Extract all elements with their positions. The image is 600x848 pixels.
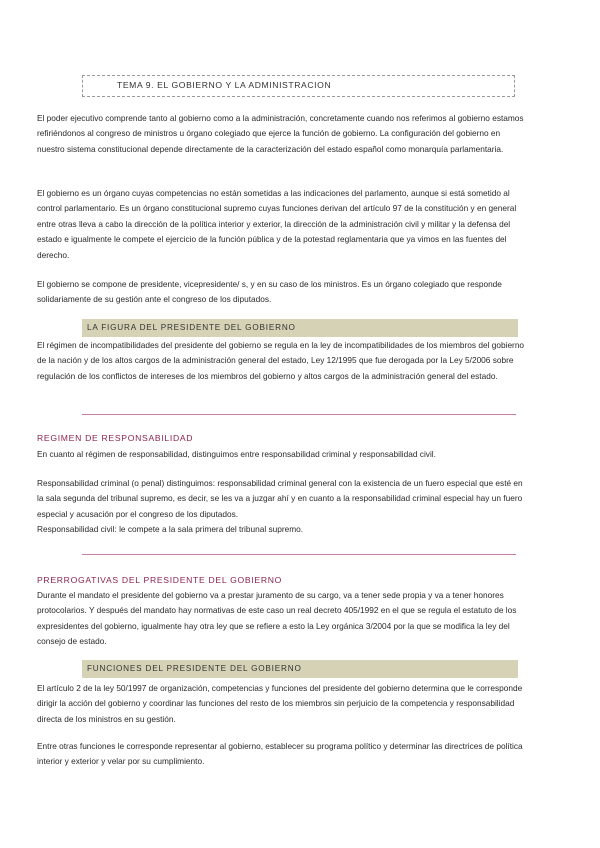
page-title: TEMA 9. EL GOBIERNO Y LA ADMINISTRACION — [117, 80, 332, 90]
funciones-paragraph-2: Entre otras funciones le corresponde representar al gobierno, establecer su programa político y determinar las directrices de política interior y exterior y velar por su cumplimiento. — [37, 741, 523, 767]
prerrogativas-paragraph: Durante el mandato el presidente del gobierno va a prestar juramento de su cargo, va a tener sede propia y va a tener honores protocolarios. Y después del mandato hay normativas de este caso un real decreto 405/1992 en el que se regula el estatuto de los expresidentes del gobierno, igualmente hay otra ley que se refiere a esto la Ley orgánica 3/2004 por la que se modifica la ley del consejo de estado. — [37, 590, 517, 647]
section-heading-funciones: FUNCIONES DEL PRESIDENTE DEL GOBIERNO — [87, 664, 302, 673]
section-heading-prerrogativas: PRERROGATIVAS DEL PRESIDENTE DEL GOBIERNO — [37, 575, 283, 585]
regimen-paragraph-2: Responsabilidad criminal (o penal) distinguimos: responsabilidad criminal general con la existencia de un fuero especial que esté en la sala segunda del tribunal supremo, es decir, se les va a juzgar ahí y en cuanto a la responsabilidad criminal especial hay un fuero especial y acusación por el congreso de los diputados. — [37, 478, 523, 519]
intro-paragraph-1: El poder ejecutivo comprende tanto al gobierno como a la administración, concretamente cuando nos referimos al gobierno estamos refiriéndonos al congreso de ministros u órgano colegiado que ejerce la función de gobierno. La configuración del gobierno en nuestro sistema constitucional depende directamente de la caracterización del estado español como monarquía parlamentaria. — [37, 113, 524, 154]
section-divider — [82, 414, 516, 415]
section-band-funciones — [82, 660, 518, 678]
section-divider — [82, 554, 516, 555]
regimen-paragraph-3: Responsabilidad civil: le compete a la sala primera del tribunal supremo. — [37, 524, 304, 534]
section-heading-figura: LA FIGURA DEL PRESIDENTE DEL GOBIERNO — [87, 323, 296, 332]
title-box — [82, 75, 515, 97]
intro-paragraph-2: El gobierno es un órgano cuyas competencias no están sometidas a las indicaciones del parlamento, aunque si está sometido al control parlamentario. Es un órgano constitucional supremo cuyas funciones derivan del artículo 97 de la constitución y en general entre otras lleva a cabo la dirección de la política interior y exterior, la dirección de la administración civil y militar y la defensa del estado e igualmente le compete el ejercicio de la función pública y de la potestad reglamentaria que ya vimos en las fuentes del derecho. — [37, 188, 517, 260]
figura-paragraph: El régimen de incompatibilidades del presidente del gobierno se regula en la ley de incompatibilidades de los miembros del gobierno de la nación y de los altos cargos de la administración general del estado, Ley 12/1995 que fue derogada por la Ley 5/2006 sobre regulación de los conflictos de intereses de los miembros del gobierno y altos cargos de la administración general del estado. — [37, 340, 525, 381]
section-heading-regimen: REGIMEN DE RESPONSABILIDAD — [37, 433, 194, 443]
intro-paragraph-3: El gobierno se compone de presidente, vicepresidente/ s, y en su caso de los ministros. Es un órgano colegiado que responde solidariamente de su gestión ante el congreso de los diputados. — [37, 279, 502, 305]
funciones-paragraph-1: El artículo 2 de la ley 50/1997 de organización, competencias y funciones del presidente del gobierno determina que le corresponde dirigir la acción del gobierno y coordinar las funciones del resto de los miembros sin perjuicio de la competencia y responsabilidad directa de los ministros en su gestión. — [37, 683, 523, 724]
regimen-paragraph-1: En cuanto al régimen de responsabilidad, distinguimos entre responsabilidad criminal y responsabilidad civil. — [37, 449, 436, 459]
section-band-figura — [82, 319, 518, 337]
